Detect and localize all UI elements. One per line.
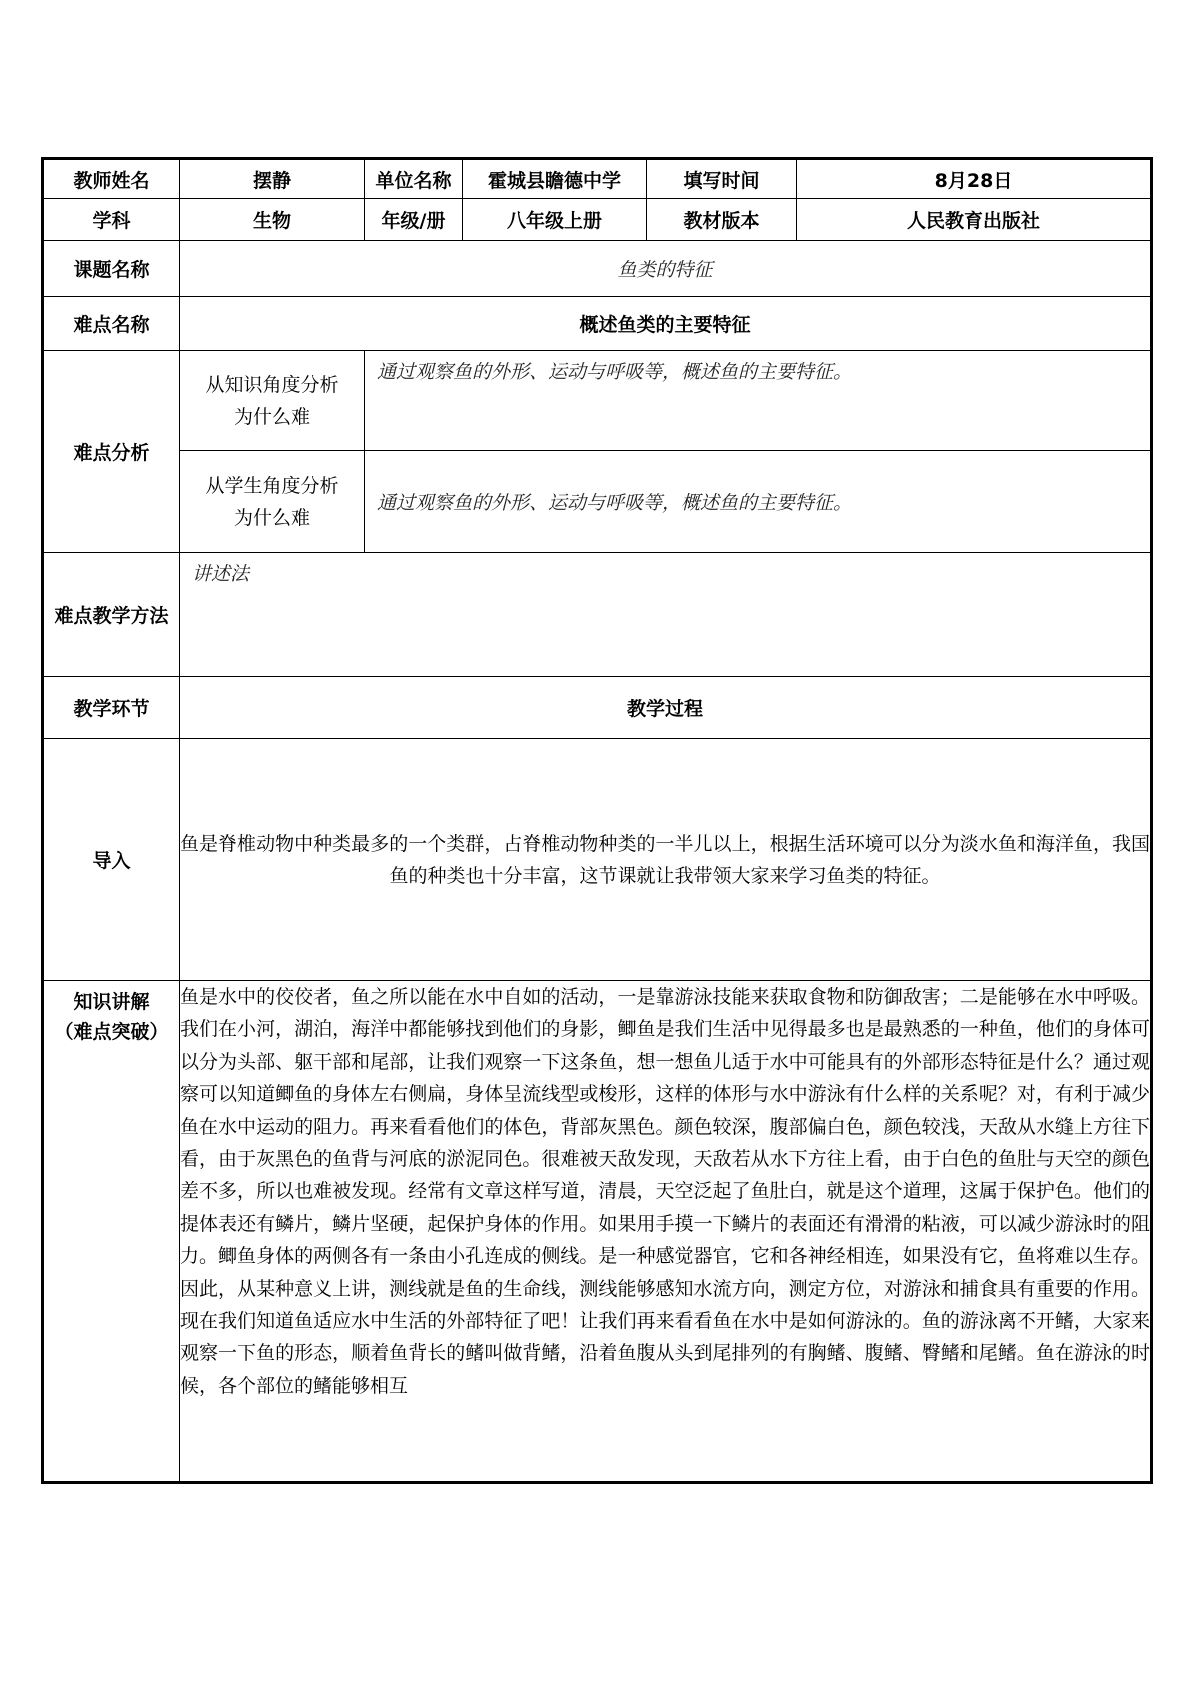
textbook-value: 人民教育出版社 <box>797 199 1152 241</box>
student-angle-label <box>180 451 365 553</box>
grade-label: 年级/册 <box>365 199 463 241</box>
knowledge-text <box>180 981 1152 1483</box>
topic-row <box>43 241 1152 297</box>
grade-value: 八年级上册 <box>463 199 647 241</box>
method-value: 讲述法 <box>180 553 1152 677</box>
date-label: 填写时间 <box>647 159 797 199</box>
knowledge-label <box>43 981 180 1483</box>
textbook-label: 教材版本 <box>647 199 797 241</box>
intro-text: 鱼是脊椎动物中种类最多的一个类群，占脊椎动物种类的一半儿以上，根据生活环境可以分为淡水鱼和海洋鱼，我国鱼的种类也十分丰富，这节课就让我带领大家来学习鱼类的特征。 <box>180 739 1152 981</box>
method-row <box>43 553 1152 677</box>
knowledge-text-content: 鱼是水中的佼佼者，鱼之所以能在水中自如的活动，一是靠游泳技能来获取食物和防御敌害；二是能够在水中呼吸。我们在小河，湖泊，海洋中都能够找到他们的身影，鲫鱼是我们生活中见得最多也是最熟悉的一种鱼，他们的身体可以分为头部、躯干部和尾部，让我们观察一下这条鱼，想一想鱼儿适于水中可能具有的外部形态特征是什么？通过观察可以知道鲫鱼的身体左右侧扁，身体呈流线型或梭形，这样的体形与水中游泳有什么样的关系呢？对，有利于减少鱼在水中运动的阻力。再来看看他们的体色，背部灰黑色。颜色较深，腹部偏白色，颜色较浅，天敌从水缝上方往下看，由于灰黑色的鱼背与河底的淤泥同色。很难被天敌发现，天敌若从水下方往上看，由于白色的鱼肚与天空的颜色差不多，所以也难被发现。经常有文章这样写道，清晨，天空泛起了鱼肚白，就是这个道理，这属于保护色。他们的提体表还有鳞片，鳞片坚硬，起保护身体的作用。如果用手摸一下鳞片的表面还有滑滑的粘液，可以减少游泳时的阻力。鲫鱼身体的两侧各有一条由小孔连成的侧线。是一种感觉器官，它和各神经相连，如果没有它，鱼将难以生存。因此，从某种意义上讲，测线就是鱼的生命线，测线能够感知水流方向，测定方位，对游泳和捕食具有重要的作用。现在我们知道鱼适应水中生活的外部特征了吧！让我们再来看看鱼在水中是如何游泳的。鱼的游泳离不开鳍，大家来观察一下鱼的形态，顺着鱼背长的鳍叫做背鳍，沿着鱼腹从头到尾排列的有胸鳍、腹鳍、臀鳍和尾鳍。鱼在游泳的时候，各个部位的鳍能够相互 <box>180 986 1150 1397</box>
difficulty-value: 概述鱼类的主要特征 <box>180 297 1152 351</box>
analysis-row-student <box>43 451 1152 553</box>
intro-label: 导入 <box>43 739 180 981</box>
lesson-plan-table <box>41 157 1153 1484</box>
teacher-value: 摆静 <box>180 159 365 199</box>
unit-value: 霍城县瞻德中学 <box>463 159 647 199</box>
process-header-row <box>43 677 1152 739</box>
info-row-1 <box>43 159 1152 199</box>
intro-row <box>43 739 1152 981</box>
analysis-label: 难点分析 <box>43 351 180 553</box>
method-label: 难点教学方法 <box>43 553 180 677</box>
info-row-2 <box>43 199 1152 241</box>
teacher-label: 教师姓名 <box>43 159 180 199</box>
process-header-value: 教学过程 <box>180 677 1152 739</box>
student-angle-value: 通过观察鱼的外形、运动与呼吸等，概述鱼的主要特征。 <box>365 451 1152 553</box>
knowledge-label-line1: 知识讲解 <box>73 991 150 1013</box>
difficulty-row <box>43 297 1152 351</box>
topic-label: 课题名称 <box>43 241 180 297</box>
date-value: 8月28日 <box>797 159 1152 199</box>
subject-value: 生物 <box>180 199 365 241</box>
subject-label: 学科 <box>43 199 180 241</box>
topic-value: 鱼类的特征 <box>180 241 1152 297</box>
knowledge-angle-label <box>180 351 365 451</box>
difficulty-label: 难点名称 <box>43 297 180 351</box>
unit-label: 单位名称 <box>365 159 463 199</box>
process-header-label: 教学环节 <box>43 677 180 739</box>
knowledge-row <box>43 981 1152 1483</box>
student-angle-label-text: 从学生角度分析为什么难 <box>205 474 339 529</box>
knowledge-angle-value: 通过观察鱼的外形、运动与呼吸等，概述鱼的主要特征。 <box>365 351 1152 451</box>
knowledge-angle-label-text: 从知识角度分析为什么难 <box>205 373 339 428</box>
knowledge-label-line2: （难点突破） <box>54 1021 169 1043</box>
analysis-row-knowledge <box>43 351 1152 451</box>
